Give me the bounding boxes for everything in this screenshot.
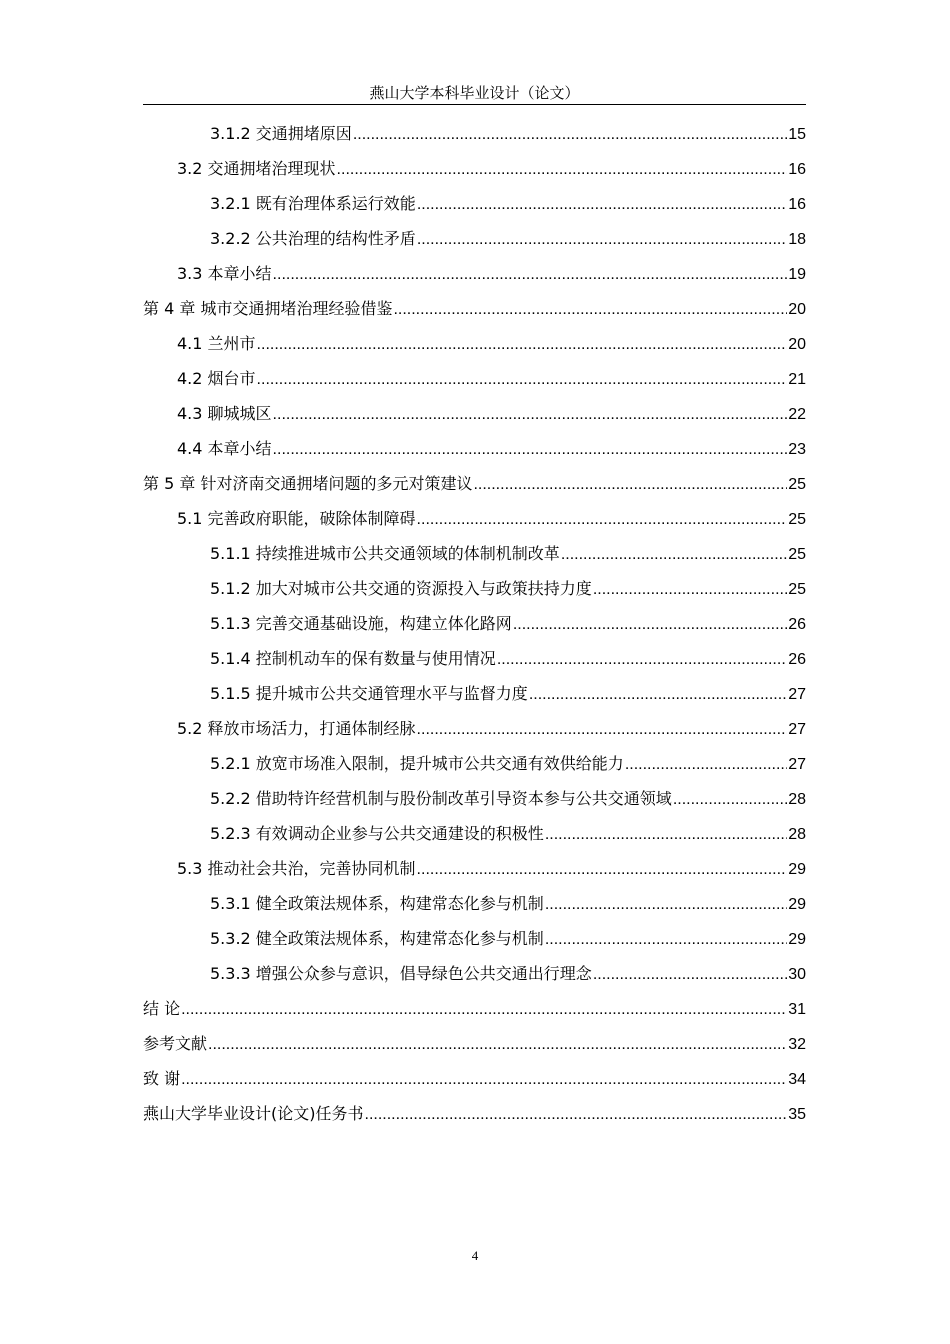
toc-entry-title: 5.1 完善政府职能，破除体制障碍 [177,509,416,528]
toc-entry[interactable] [143,326,806,361]
toc-entry-title: 5.2.2 借助特许经营机制与股份制改革引导资本参与公共交通领域 [210,789,672,808]
toc-entry-title: 5.1.5 提升城市公共交通管理水平与监督力度 [210,684,528,703]
toc-dot-leader [545,817,787,852]
toc-entry-page: 15 [788,126,806,143]
toc-entry-page: 30 [788,966,806,983]
toc-entry[interactable] [143,466,806,501]
toc-dot-leader [181,992,787,1027]
toc-entry-title: 5.1.2 加大对城市公共交通的资源投入与政策扶持力度 [210,579,592,598]
toc-entry-title: 第 5 章 针对济南交通拥堵问题的多元对策建议 [143,474,473,493]
toc-dot-leader [593,957,787,992]
table-of-contents [143,116,806,1131]
toc-entry[interactable] [143,921,806,956]
toc-entry[interactable] [143,536,806,571]
toc-entry[interactable] [143,816,806,851]
toc-dot-leader [561,537,787,572]
toc-entry-page: 29 [788,861,806,878]
toc-entry-page: 21 [788,371,806,388]
toc-dot-leader [181,1062,787,1097]
toc-entry-page: 26 [788,651,806,668]
toc-entry-page: 25 [788,581,806,598]
toc-entry-title: 4.1 兰州市 [177,334,256,353]
toc-dot-leader [353,117,787,152]
toc-entry-title: 3.3 本章小结 [177,264,272,283]
toc-entry[interactable] [143,291,806,326]
toc-entry[interactable] [143,781,806,816]
toc-entry-title: 5.2 释放市场活力，打通体制经脉 [177,719,416,738]
toc-entry[interactable] [143,676,806,711]
toc-dot-leader [529,677,787,712]
toc-entry-title: 4.2 烟台市 [177,369,256,388]
header-title: 燕山大学本科毕业设计（论文） [369,84,580,102]
toc-entry[interactable] [143,886,806,921]
toc-entry-page: 29 [788,896,806,913]
toc-dot-leader [393,292,787,327]
toc-entry[interactable] [143,256,806,291]
toc-entry-page: 27 [788,686,806,703]
toc-entry[interactable] [143,1096,806,1131]
toc-entry[interactable] [143,431,806,466]
toc-dot-leader [513,607,787,642]
toc-entry-page: 32 [788,1036,806,1053]
toc-entry-page: 25 [788,476,806,493]
toc-entry[interactable] [143,991,806,1026]
toc-entry-page: 18 [788,231,806,248]
toc-dot-leader [208,1027,787,1062]
toc-dot-leader [257,327,788,362]
toc-entry-page: 19 [788,266,806,283]
toc-dot-leader [417,502,788,537]
toc-entry-page: 22 [788,406,806,423]
toc-dot-leader [273,432,788,467]
toc-dot-leader [417,222,787,257]
toc-entry-page: 27 [788,721,806,738]
toc-entry-page: 20 [788,336,806,353]
toc-dot-leader [625,747,787,782]
toc-entry-title: 致 谢 [143,1069,181,1088]
toc-dot-leader [417,712,788,747]
toc-dot-leader [545,887,787,922]
toc-entry[interactable] [143,746,806,781]
toc-entry-page: 34 [788,1071,806,1088]
toc-entry-page: 20 [788,301,806,318]
toc-entry-page: 25 [788,546,806,563]
toc-entry-title: 3.2 交通拥堵治理现状 [177,159,336,178]
toc-entry-page: 31 [788,1001,806,1018]
toc-entry-title: 3.2.1 既有治理体系运行效能 [210,194,416,213]
toc-entry-title: 参考文献 [143,1034,208,1053]
toc-entry[interactable] [143,571,806,606]
toc-entry[interactable] [143,956,806,991]
toc-entry-title: 5.3 推动社会共治，完善协同机制 [177,859,416,878]
toc-entry-title: 5.1.4 控制机动车的保有数量与使用情况 [210,649,496,668]
toc-dot-leader [473,467,787,502]
toc-entry[interactable] [143,1061,806,1096]
toc-entry-page: 28 [788,826,806,843]
toc-entry-title: 5.2.1 放宽市场准入限制，提升城市公共交通有效供给能力 [210,754,624,773]
toc-entry-title: 3.2.2 公共治理的结构性矛盾 [210,229,416,248]
toc-entry[interactable] [143,711,806,746]
toc-dot-leader [365,1097,788,1132]
toc-dot-leader [273,397,788,432]
page-header [143,82,806,105]
toc-entry[interactable] [143,641,806,676]
toc-entry[interactable] [143,151,806,186]
toc-entry-title: 4.3 聊城城区 [177,404,272,423]
toc-entry[interactable] [143,501,806,536]
page-number: 4 [471,1248,479,1263]
toc-entry-title: 结 论 [143,999,181,1018]
toc-entry-title: 第 4 章 城市交通拥堵治理经验借鉴 [143,299,393,318]
toc-dot-leader [545,922,787,957]
toc-entry[interactable] [143,1026,806,1061]
toc-entry-page: 16 [788,196,806,213]
toc-entry[interactable] [143,116,806,151]
toc-entry-page: 26 [788,616,806,633]
toc-entry-page: 28 [788,791,806,808]
toc-entry-title: 4.4 本章小结 [177,439,272,458]
toc-dot-leader [673,782,787,817]
toc-dot-leader [417,852,788,887]
toc-entry[interactable] [143,186,806,221]
toc-entry[interactable] [143,396,806,431]
toc-entry-title: 5.1.1 持续推进城市公共交通领域的体制机制改革 [210,544,560,563]
toc-entry-title: 燕山大学毕业设计(论文)任务书 [143,1104,364,1123]
toc-entry-title: 5.2.3 有效调动企业参与公共交通建设的积极性 [210,824,544,843]
toc-entry-page: 27 [788,756,806,773]
toc-entry-page: 16 [788,161,806,178]
toc-entry[interactable] [143,361,806,396]
toc-entry-title: 5.3.2 健全政策法规体系，构建常态化参与机制 [210,929,544,948]
toc-entry[interactable] [143,606,806,641]
toc-entry-title: 3.1.2 交通拥堵原因 [210,124,352,143]
toc-entry-page: 29 [788,931,806,948]
toc-entry-title: 5.1.3 完善交通基础设施，构建立体化路网 [210,614,512,633]
toc-entry-title: 5.3.1 健全政策法规体系，构建常态化参与机制 [210,894,544,913]
toc-entry-title: 5.3.3 增强公众参与意识，倡导绿色公共交通出行理念 [210,964,592,983]
toc-entry[interactable] [143,221,806,256]
toc-dot-leader [337,152,788,187]
toc-entry-page: 35 [788,1106,806,1123]
toc-dot-leader [257,362,788,397]
toc-entry-page: 25 [788,511,806,528]
toc-dot-leader [593,572,787,607]
toc-dot-leader [273,257,788,292]
toc-dot-leader [417,187,787,222]
toc-entry[interactable] [143,851,806,886]
toc-entry-page: 23 [788,441,806,458]
toc-dot-leader [497,642,787,677]
